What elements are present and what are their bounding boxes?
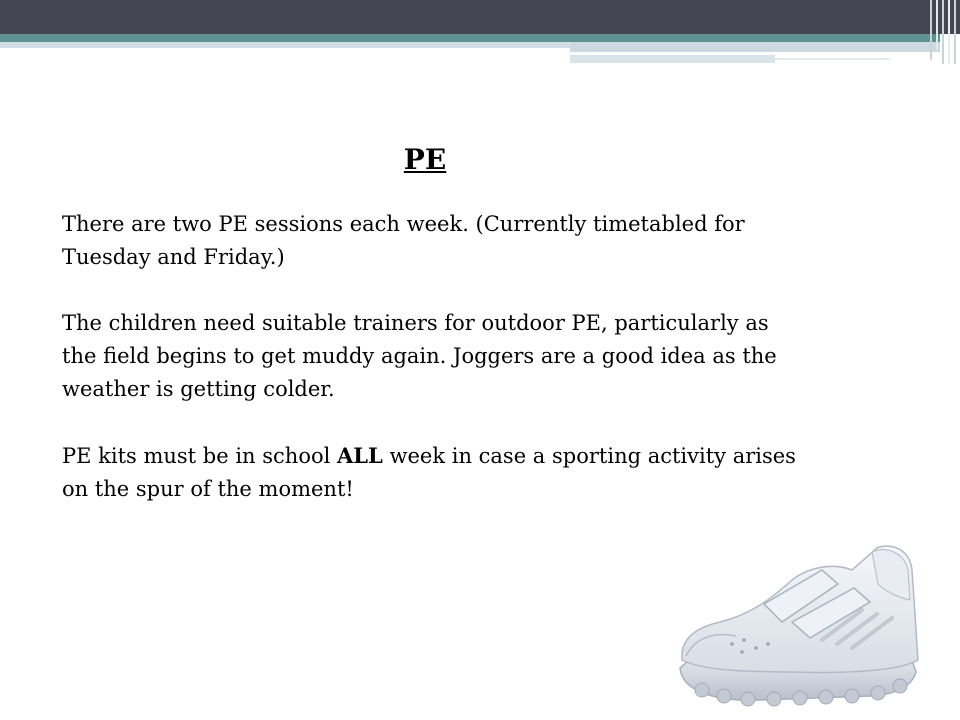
light-stripe bbox=[570, 55, 775, 63]
decorative-line bbox=[942, 0, 944, 64]
light-stripe bbox=[775, 58, 890, 60]
text-line: The children need suitable trainers for outdoor PE, particularly as bbox=[62, 311, 769, 335]
text-line: the field begins to get muddy again. Joggers are a good idea as the bbox=[62, 344, 777, 368]
decorative-line bbox=[936, 0, 938, 50]
paragraph-sessions bbox=[62, 208, 892, 274]
accent-stripe bbox=[0, 34, 940, 42]
text-line: weather is getting colder. bbox=[62, 377, 335, 401]
text-segment: PE kits must be in school bbox=[62, 444, 337, 468]
top-bar bbox=[0, 0, 960, 34]
slide-body bbox=[62, 208, 892, 539]
emphasis-all: ALL bbox=[337, 443, 383, 468]
light-stripe bbox=[570, 42, 940, 52]
text-line: on the spur of the moment! bbox=[62, 477, 354, 501]
decorative-line bbox=[930, 0, 932, 60]
text-line: There are two PE sessions each week. (Currently timetabled for bbox=[62, 212, 745, 236]
text-segment: week in case a sporting activity arises bbox=[382, 444, 796, 468]
decorative-line bbox=[954, 0, 956, 64]
white-trainer-shoe-icon bbox=[672, 540, 922, 710]
paragraph-trainers bbox=[62, 307, 892, 406]
text-line bbox=[62, 439, 892, 473]
decorative-line bbox=[948, 0, 950, 64]
light-stripe bbox=[0, 42, 570, 48]
paragraph-kits bbox=[62, 439, 892, 506]
slide-title: PE bbox=[403, 143, 447, 176]
text-line: Tuesday and Friday.) bbox=[62, 245, 285, 269]
